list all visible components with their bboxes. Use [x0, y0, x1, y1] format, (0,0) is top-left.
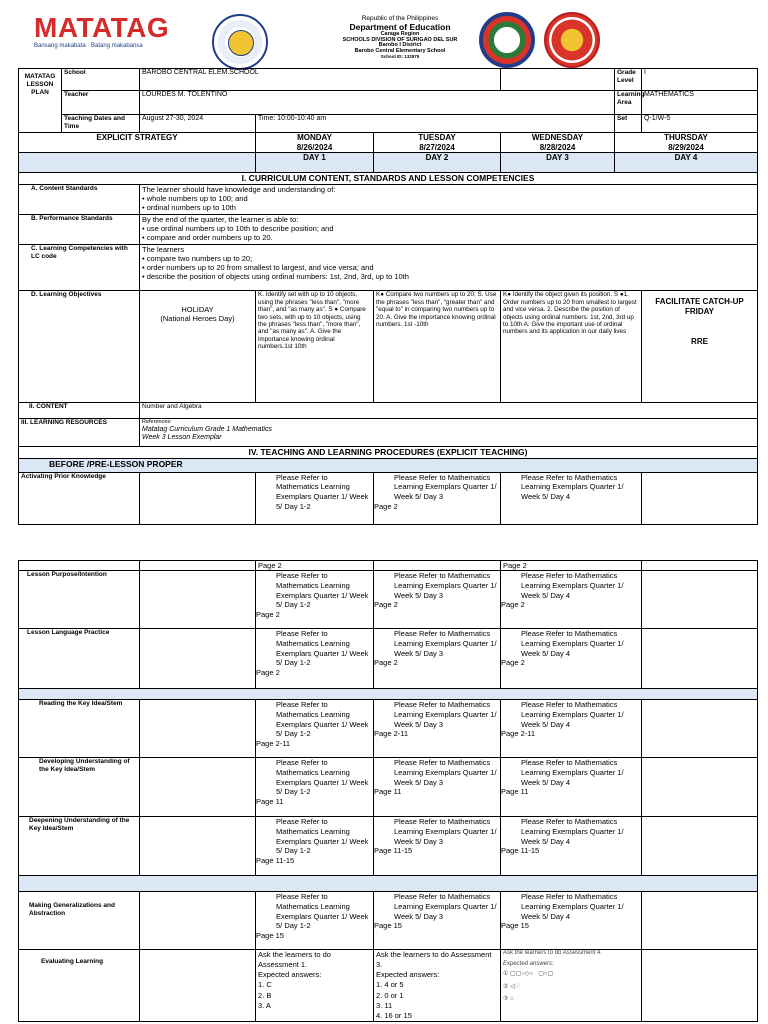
refer-day4: Please Refer to Mathematics Learning Exemplars Quarter 1/ Week 5/ Day 4 Page 2 — [501, 571, 642, 629]
empty-cell — [642, 472, 758, 524]
refer-day4: Please Refer to Mathematics Learning Exemplars Quarter 1/ Week 5/ Day 4 Page 11 — [501, 758, 642, 817]
making-label: Making Generalizations and Abstraction — [19, 892, 140, 950]
agency-line: Republic of the Philippines — [361, 15, 439, 22]
reading-label: Reading the Key Idea/Stem — [19, 700, 140, 758]
empty-cell — [140, 629, 256, 689]
teacher-value: LOURDES M. TOLENTINO — [140, 91, 615, 115]
empty-cell — [642, 629, 758, 689]
time-value: Time: 10:00-10:40 am — [256, 115, 615, 133]
refer-day4: Please Refer to Mathematics Learning Exemplars Quarter 1/ Week 5/ Day 4 Page 15 — [501, 892, 642, 950]
refer-day3: Please Refer to Mathematics Learning Exemplars Quarter 1/ Week 5/ Day 3 Page 2 — [374, 472, 501, 524]
refer-day2: Please Refer to Mathematics Learning Exemplars Quarter 1/ Week 5/ Day 1-2 Page 2-11 — [256, 700, 374, 758]
objective-day2: K. Identify set with up to 10 objects, using the phrases "less than", "more than", and "as many as". S ● Compare two sets, with up to 10 objects, using the phrases "less than", "more than", and "as many as". A. Give the importance knowing ordinal numbers.1st 10th — [256, 291, 374, 403]
area-value: MATHEMATICS — [642, 91, 758, 115]
set-value: Q-1/W-5 — [642, 115, 758, 133]
answer-image-icon: ③ ○ — [503, 995, 514, 1002]
section-1-heading: I. CURRICULUM CONTENT, STANDARDS AND LESSON COMPETENCIES — [19, 173, 758, 185]
page-ref: Page 2 — [256, 561, 374, 571]
empty-cell — [140, 472, 256, 524]
dates-label: Teaching Dates and Time — [62, 115, 140, 133]
empty-cell — [140, 758, 256, 817]
friday-objective: FACILITATE CATCH-UP FRIDAY RRE — [642, 291, 758, 403]
performance-standards-label: B. Performance Standards — [19, 215, 140, 245]
empty-cell — [642, 571, 758, 629]
school-label: School — [62, 69, 140, 91]
answer-image-icon: ① ▢▢○◇○ ▢○▢ — [503, 971, 554, 978]
refer-day2: Please Refer to Mathematics Learning Exemplars Quarter 1/ Week 5/ Day 1-2 Page 15 — [256, 892, 374, 950]
refer-day2: Please Refer to Mathematics Learning Exemplars Quarter 1/ Week 5/ Day 1-2 Page 11 — [256, 758, 374, 817]
agency-line: Barobo I District — [378, 42, 422, 49]
language-label: Lesson Language Practice — [19, 629, 140, 689]
empty-cell — [140, 571, 256, 629]
school-value: BAROBO CENTRAL ELEM.SCHOOL — [140, 69, 501, 91]
competencies-label: C. Learning Competencies with LC code — [19, 245, 140, 291]
page-ref: Page 2 — [501, 561, 642, 571]
refer-day4: Please Refer to Mathematics Learning Exemplars Quarter 1/ Week 5/ Day 4 Page 2-11 — [501, 700, 642, 758]
logo-tagline: Bansang makabata · Batang makabansa — [34, 43, 143, 49]
logo-text: MATATAG — [34, 12, 170, 43]
school-seal-icon — [544, 12, 600, 68]
activating-label: Activating Prior Knowledge — [19, 472, 140, 524]
refer-day2: Please Refer to Mathematics Learning Exemplars Quarter 1/ Week 5/ Day 1-2 — [256, 472, 374, 524]
refer-day2: Please Refer to Mathematics Learning Exemplars Quarter 1/ Week 5/ Day 1-2 Page 2 — [256, 571, 374, 629]
objective-day3: K● Compare two numbers up to 20; S. Use the phrases "less than", "greater than" and "equal to" in comparing two numbers up to 20. A. Give the importance knowing ordinal numbers. 1st -10th — [374, 291, 501, 403]
deped-seal-icon — [212, 14, 268, 70]
grade-label: Grade Level — [615, 69, 642, 91]
matatag-logo — [34, 14, 169, 49]
performance-standards-text: By the end of the quarter, the learner is able to: • use ordinal numbers up to 10th to describe position; and • compare and order numbers up to 20. — [140, 215, 758, 245]
day-number: DAY 4 — [615, 153, 758, 173]
refer-day3: Please Refer to Mathematics Learning Exemplars Quarter 1/ Week 5/ Day 3 Page 2 — [374, 629, 501, 689]
agency-block — [300, 16, 500, 60]
divider-band — [19, 689, 758, 700]
resources-label: III. LEARNING RESOURCES — [19, 419, 140, 447]
divider-band — [19, 876, 758, 892]
content-standards-label: A. Content Standards — [19, 185, 140, 215]
eval-day3: Ask the learners to do Assessment 3. Expected answers: 1. 4 or 5 2. 0 or 1 3. 11 4. 16 or 15 — [374, 950, 501, 1022]
refer-day3: Please Refer to Mathematics Learning Exemplars Quarter 1/ Week 5/ Day 3 Page 15 — [374, 892, 501, 950]
day-header-thursday: THURSDAY 8/29/2024 — [615, 133, 758, 153]
eval-day2: Ask the learners to do Assessment 1. Expected answers: 1. C 2. B 3. A — [256, 950, 374, 1022]
refer-day4: Please Refer to Mathematics Learning Exemplars Quarter 1/ Week 5/ Day 4 Page 11-15 — [501, 817, 642, 876]
agency-line: Caraga Region — [380, 30, 420, 37]
day-header-monday: MONDAY 8/26/2024 — [256, 133, 374, 153]
day-number: DAY 2 — [374, 153, 501, 173]
empty-cell — [642, 700, 758, 758]
competencies-text: The learners • compare two numbers up to 20; • order numbers up to 20 from smallest to largest, and vice versa; and • describe the position of objects using ordinal numbers: 1st, 2nd, 3rd, up to 10th — [140, 245, 758, 291]
lesson-plan-table-page1 — [18, 68, 758, 525]
answer-image-icon: ② ◁♡ — [503, 983, 521, 990]
day-number: DAY 3 — [501, 153, 615, 173]
spacer — [501, 69, 615, 91]
objectives-label: D. Learning Objectives — [19, 291, 140, 403]
empty-cell — [642, 561, 758, 571]
lesson-plan-table-page2 — [18, 560, 758, 1022]
strategy-label: EXPLICIT STRATEGY — [19, 133, 256, 153]
empty-cell — [19, 561, 140, 571]
developing-label: Developing Understanding of the Key Idea/Stem — [19, 758, 140, 817]
refer-day2: Please Refer to Mathematics Learning Exemplars Quarter 1/ Week 5/ Day 1-2 Page 11-15 — [256, 817, 374, 876]
content-standards-text: The learner should have knowledge and understanding of: • whole numbers up to 100; and • ordinal numbers up to 10th — [140, 185, 758, 215]
day-header-tuesday: TUESDAY 8/27/2024 — [374, 133, 501, 153]
empty-cell — [374, 561, 501, 571]
grade-value: I — [642, 69, 758, 91]
division-seal-icon — [479, 12, 535, 68]
empty-cell — [140, 817, 256, 876]
refer-day2: Please Refer to Mathematics Learning Exemplars Quarter 1/ Week 5/ Day 1-2 Page 2 — [256, 629, 374, 689]
document-header — [0, 0, 768, 66]
content-value: Number and Algebra — [140, 403, 758, 419]
refer-day3: Please Refer to Mathematics Learning Exemplars Quarter 1/ Week 5/ Day 3 Page 2 — [374, 571, 501, 629]
dates-value: August 27-30, 2024 — [140, 115, 256, 133]
teacher-label: Teacher — [62, 91, 140, 115]
empty-cell — [642, 950, 758, 1022]
agency-line: Department of Education — [349, 21, 451, 32]
plan-label: MATATAG LESSON PLAN — [19, 69, 62, 133]
objective-day4: K● Identify the object given its position. S ●1. Order numbers up to 20 from smallest to largest and vice versa. 2. Describe the position of objects using ordinal numbers: 1st, 2nd, 3rd up to 10th A. Give the important use of ordinal numbers and its application in our daily lives — [501, 291, 642, 403]
day-number: DAY 1 — [256, 153, 374, 173]
refer-day3: Please Refer to Mathematics Learning Exemplars Quarter 1/ Week 5/ Day 3 Page 11 — [374, 758, 501, 817]
refer-day3: Please Refer to Mathematics Learning Exemplars Quarter 1/ Week 5/ Day 3 Page 11-15 — [374, 817, 501, 876]
empty-cell — [140, 700, 256, 758]
eval-day4: Ask the learners to do Assessment 4. Expected answers: ① ▢▢○◇○ ▢○▢ ② ◁♡ ③ ○ — [501, 950, 642, 1022]
agency-line: Barobo Central Elementary School — [354, 48, 446, 55]
day-header-wednesday: WEDNESDAY 8/28/2024 — [501, 133, 615, 153]
content-label: II. CONTENT — [19, 403, 140, 419]
evaluating-label: Evaluating Learning — [19, 950, 140, 1022]
section-4-heading: IV. TEACHING AND LEARNING PROCEDURES (EXPLICIT TEACHING) — [19, 447, 758, 458]
resources-text: References: Matatag Curriculum Grade 1 Mathematics Week 3 Lesson Exemplar — [140, 419, 758, 447]
refer-day3: Please Refer to Mathematics Learning Exemplars Quarter 1/ Week 5/ Day 3 Page 2-11 — [374, 700, 501, 758]
day-number-spacer — [19, 153, 256, 173]
refer-day4: Please Refer to Mathematics Learning Exemplars Quarter 1/ Week 5/ Day 4 Page 2 — [501, 629, 642, 689]
set-label: Set — [615, 115, 642, 133]
area-label: Learning Area — [615, 91, 642, 115]
purpose-label: Lesson Purpose/Intention — [19, 571, 140, 629]
deepening-label: Deepening Understanding of the Key Idea/Stem — [19, 817, 140, 876]
empty-cell — [140, 561, 256, 571]
agency-line: School ID: 132975 — [380, 53, 420, 59]
holiday-cell: HOLIDAY (National Heroes Day) — [140, 291, 256, 403]
empty-cell — [140, 892, 256, 950]
empty-cell — [140, 950, 256, 1022]
empty-cell — [642, 892, 758, 950]
before-lesson-heading: BEFORE /PRE-LESSON PROPER — [19, 458, 758, 472]
agency-line: SCHOOLS DIVISION OF SURIGAO DEL SUR — [342, 36, 458, 43]
empty-cell — [642, 758, 758, 817]
refer-day4: Please Refer to Mathematics Learning Exemplars Quarter 1/ Week 5/ Day 4 — [501, 472, 642, 524]
empty-cell — [642, 817, 758, 876]
